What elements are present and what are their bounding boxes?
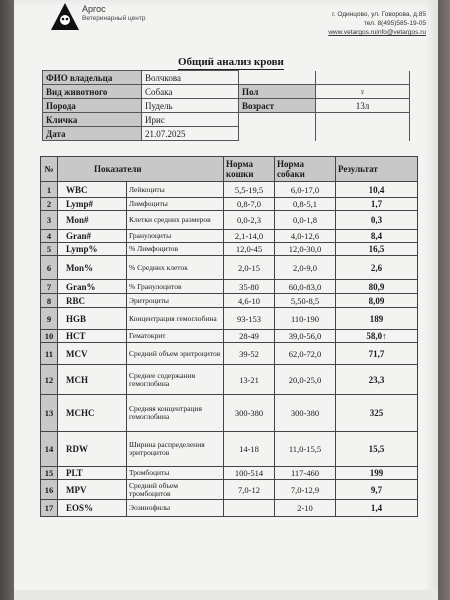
clinic-logo-icon [50, 2, 80, 32]
row-code: Mon# [58, 211, 127, 230]
row-norm-dog: 20,0-25,0 [275, 365, 336, 395]
row-norm-dog: 300-380 [275, 395, 336, 432]
row-norm-cat [224, 500, 275, 517]
row-norm-cat: 300-380 [224, 395, 275, 432]
row-norm-dog: 2,0-9,0 [275, 256, 336, 280]
table-row [41, 480, 418, 500]
row-norm-cat: 0,0-2,3 [224, 211, 275, 230]
row-result: 71,7 [336, 343, 418, 365]
table-row [41, 230, 418, 243]
row-code: Lymp% [58, 243, 127, 256]
row-indicator-name: Концентрация гемоглобина [127, 308, 224, 330]
row-code: PLT [58, 467, 127, 480]
row-norm-dog: 0,0-1,8 [275, 211, 336, 230]
table-row [41, 308, 418, 330]
row-result: 189 [336, 308, 418, 330]
row-result: 1,7 [336, 198, 418, 211]
row-code: HCT [58, 330, 127, 343]
row-code: Gran# [58, 230, 127, 243]
row-norm-cat: 39-52 [224, 343, 275, 365]
header-norm-dog: Норма собаки [275, 157, 336, 182]
pet-name-label: Кличка [43, 113, 142, 127]
row-indicator-name: % Лимфоцитов [127, 243, 224, 256]
row-norm-dog: 62,0-72,0 [275, 343, 336, 365]
owner-value: Волчкова [142, 71, 239, 85]
row-indicator-name: Средний объем эритроцитов [127, 343, 224, 365]
patient-info-table [42, 70, 410, 141]
address-line: г. Одинцово, ул. Говорова, д.85 [332, 11, 426, 18]
row-norm-cat: 2,0-15 [224, 256, 275, 280]
row-code: MCV [58, 343, 127, 365]
row-result: 325 [336, 395, 418, 432]
row-norm-cat: 4,6-10 [224, 294, 275, 308]
row-number: 9 [41, 308, 58, 330]
row-norm-dog: 7,0-12,9 [275, 480, 336, 500]
row-indicator-name: Средняя концентрация гемоглобина [127, 395, 224, 432]
row-norm-dog: 60,0-83,0 [275, 280, 336, 294]
date-value: 21.07.2025 [142, 127, 239, 141]
row-indicator-name: Эозинофилы [127, 500, 224, 517]
row-norm-cat: 2,1-14,0 [224, 230, 275, 243]
header-result: Результат [336, 157, 418, 182]
row-norm-dog: 2-10 [275, 500, 336, 517]
row-number: 10 [41, 330, 58, 343]
row-result: 8,09 [336, 294, 418, 308]
row-result: 1,4 [336, 500, 418, 517]
row-norm-cat: 7,0-12 [224, 480, 275, 500]
row-code: HGB [58, 308, 127, 330]
paper-bottom-strip [14, 590, 438, 600]
blood-results-table [40, 156, 418, 517]
row-number: 15 [41, 467, 58, 480]
table-row [41, 256, 418, 280]
background-left [0, 0, 14, 600]
table-row [41, 198, 418, 211]
table-row [41, 432, 418, 467]
table-row [41, 395, 418, 432]
row-code: Lymp# [58, 198, 127, 211]
row-number: 11 [41, 343, 58, 365]
row-number: 8 [41, 294, 58, 308]
row-result: 9,7 [336, 480, 418, 500]
row-number: 16 [41, 480, 58, 500]
clinic-name: Аргос [82, 4, 106, 14]
table-row [41, 365, 418, 395]
row-norm-dog: 110-190 [275, 308, 336, 330]
document-title: Общий анализ крови [178, 56, 284, 68]
table-row [41, 243, 418, 256]
header-indicators: Показатели [58, 157, 224, 182]
table-row [41, 294, 418, 308]
row-norm-cat: 93-153 [224, 308, 275, 330]
row-code: EOS% [58, 500, 127, 517]
row-indicator-name: Эритроциты [127, 294, 224, 308]
row-norm-cat: 28-49 [224, 330, 275, 343]
row-code: MCHC [58, 395, 127, 432]
header-num: № [41, 157, 58, 182]
background-right [436, 0, 450, 600]
table-row [41, 467, 418, 480]
row-norm-cat: 5,5-19,5 [224, 182, 275, 198]
row-code: RDW [58, 432, 127, 467]
row-number: 7 [41, 280, 58, 294]
row-norm-dog: 117-460 [275, 467, 336, 480]
row-code: Mon% [58, 256, 127, 280]
table-row [41, 330, 418, 343]
date-label: Дата [43, 127, 142, 141]
row-indicator-name: Средний объем тромбоцитов [127, 480, 224, 500]
row-code: WBC [58, 182, 127, 198]
table-row [41, 343, 418, 365]
species-label: Вид животного [43, 85, 142, 99]
row-number: 14 [41, 432, 58, 467]
row-norm-cat: 100-514 [224, 467, 275, 480]
row-norm-dog: 12,0-30,0 [275, 243, 336, 256]
row-indicator-name: Гематокрит [127, 330, 224, 343]
age-label: Возраст [239, 99, 316, 113]
row-norm-dog: 4,0-12,6 [275, 230, 336, 243]
row-number: 13 [41, 395, 58, 432]
row-result: 15,5 [336, 432, 418, 467]
row-norm-cat: 0,8-7,0 [224, 198, 275, 211]
row-number: 12 [41, 365, 58, 395]
table-row [41, 500, 418, 517]
owner-label: ФИО владельца [43, 71, 142, 85]
table-row [41, 211, 418, 230]
row-number: 6 [41, 256, 58, 280]
row-indicator-name: Лейкоциты [127, 182, 224, 198]
row-norm-dog: 11,0-15,5 [275, 432, 336, 467]
row-code: RBC [58, 294, 127, 308]
row-norm-cat: 35-80 [224, 280, 275, 294]
row-norm-dog: 39,0-56,0 [275, 330, 336, 343]
row-result: 80,9 [336, 280, 418, 294]
row-result: 16,5 [336, 243, 418, 256]
clinic-address [328, 10, 426, 37]
row-result: 58,0↑ [336, 330, 418, 343]
species-value: Собака [142, 85, 239, 99]
row-code: Gran% [58, 280, 127, 294]
row-result: 2,6 [336, 256, 418, 280]
breed-label: Порода [43, 99, 142, 113]
row-number: 3 [41, 211, 58, 230]
website-line: www.vetargos.ruinfo@vetargos.ru [328, 29, 426, 36]
row-number: 2 [41, 198, 58, 211]
row-norm-dog: 5,50-8,5 [275, 294, 336, 308]
row-indicator-name: Среднее содержания гемоглобина [127, 365, 224, 395]
row-indicator-name: Клетки средних размеров [127, 211, 224, 230]
row-indicator-name: % Гранулоцитов [127, 280, 224, 294]
row-norm-dog: 0,8-5,1 [275, 198, 336, 211]
row-number: 1 [41, 182, 58, 198]
row-indicator-name: Гранулоциты [127, 230, 224, 243]
row-code: MPV [58, 480, 127, 500]
row-number: 17 [41, 500, 58, 517]
row-result: 23,3 [336, 365, 418, 395]
row-code: MCH [58, 365, 127, 395]
table-row [41, 280, 418, 294]
table-header-row [41, 157, 418, 182]
clinic-subtitle: Ветеринарный центр [82, 15, 146, 22]
row-indicator-name: Ширина распределения эритроцитов [127, 432, 224, 467]
row-result: 0,3 [336, 211, 418, 230]
row-number: 5 [41, 243, 58, 256]
header-norm-cat: Норма кошки [224, 157, 275, 182]
sex-label: Пол [239, 85, 316, 99]
breed-value: Пудель [142, 99, 239, 113]
row-result: 199 [336, 467, 418, 480]
phone-line: тел. 8(495)585-19-05 [363, 20, 426, 27]
row-number: 4 [41, 230, 58, 243]
table-row [41, 182, 418, 198]
row-norm-cat: 13-21 [224, 365, 275, 395]
age-value: 13л [316, 99, 410, 113]
row-indicator-name: Тромбоциты [127, 467, 224, 480]
pet-name-value: Ирис [142, 113, 239, 127]
row-indicator-name: % Средних клеток [127, 256, 224, 280]
row-result: 8,4 [336, 230, 418, 243]
row-norm-cat: 12,0-45 [224, 243, 275, 256]
sex-value: ♀ [316, 85, 410, 99]
row-result: 10,4 [336, 182, 418, 198]
row-norm-dog: 6,0-17,0 [275, 182, 336, 198]
row-norm-cat: 14-18 [224, 432, 275, 467]
row-indicator-name: Лимфоциты [127, 198, 224, 211]
